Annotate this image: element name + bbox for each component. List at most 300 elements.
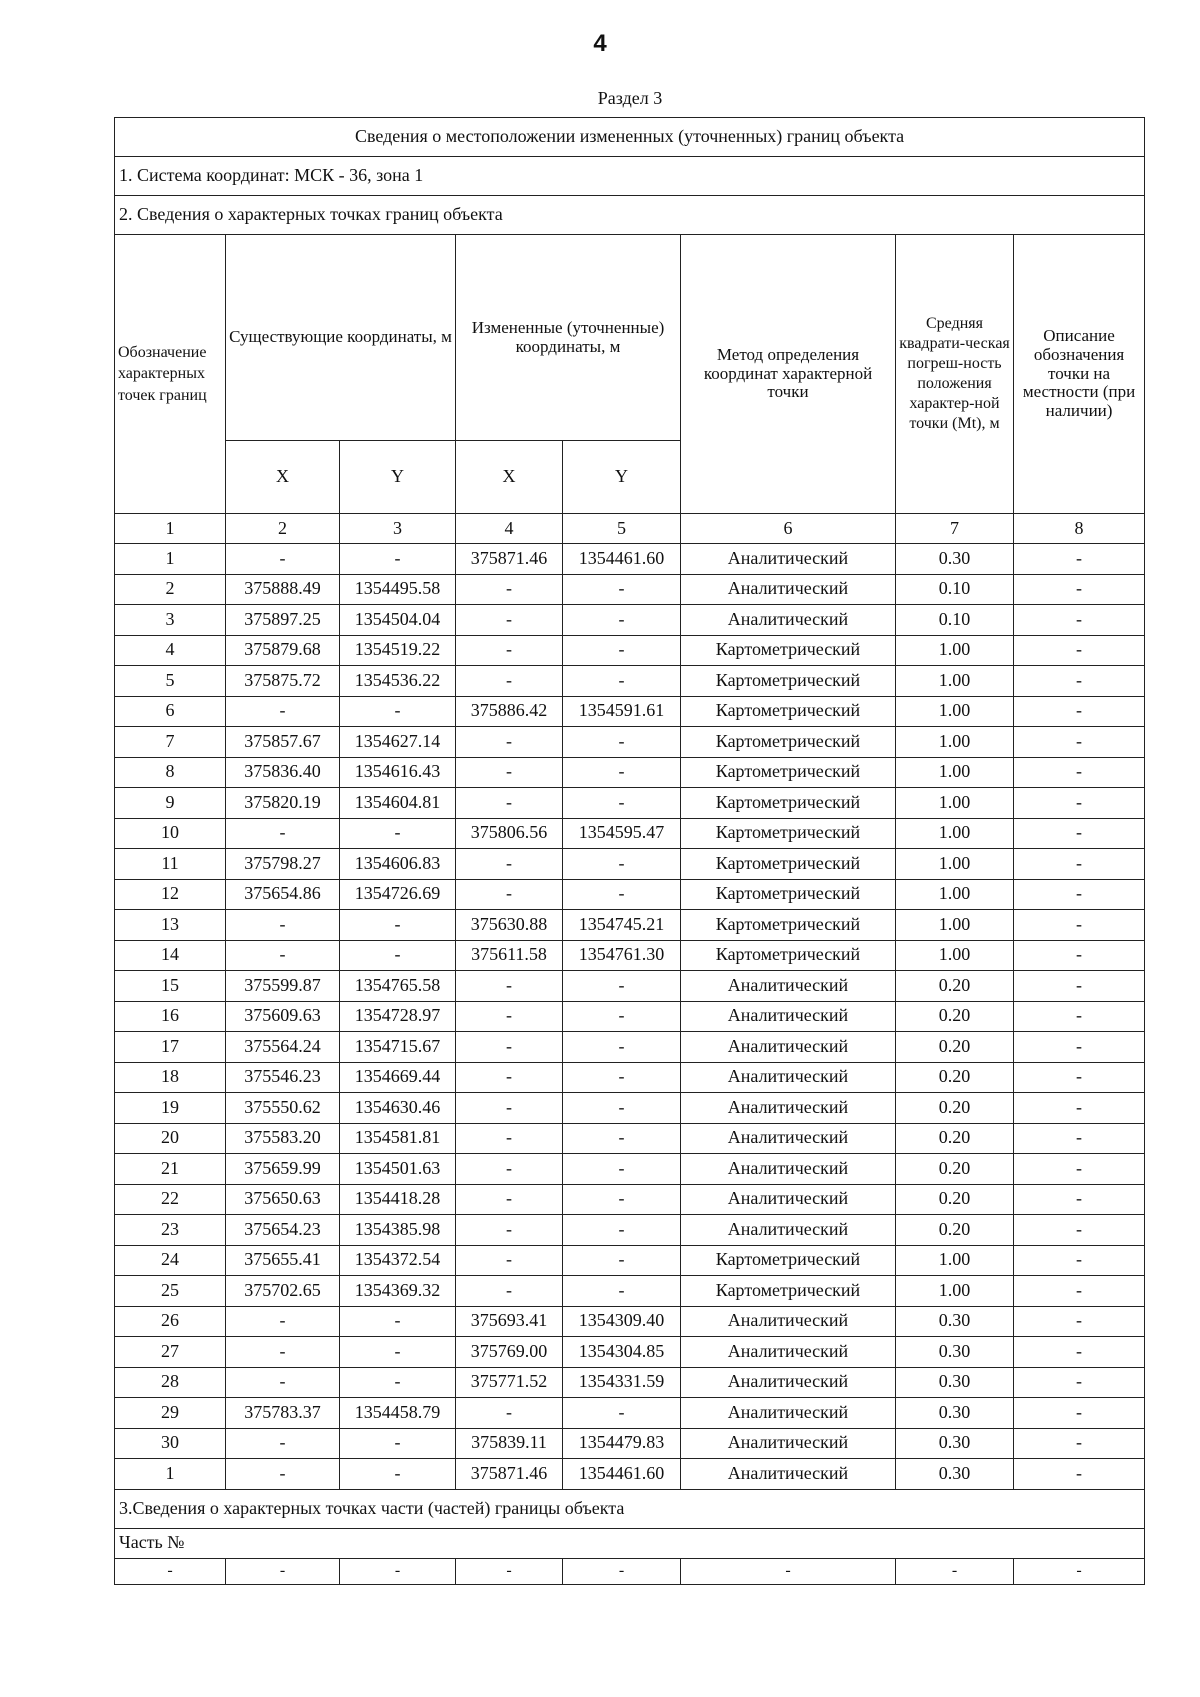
table-cell: 0.10 xyxy=(896,605,1014,636)
table-cell: 0.10 xyxy=(896,574,1014,605)
table-cell: - xyxy=(1014,1558,1145,1584)
table-cell: 1.00 xyxy=(896,910,1014,941)
table-cell: Аналитический xyxy=(681,574,896,605)
table-cell: 1354715.67 xyxy=(340,1032,456,1063)
table-cell: - xyxy=(563,574,681,605)
table-cell: 375654.23 xyxy=(226,1215,340,1246)
table-cell: 1.00 xyxy=(896,727,1014,758)
table-cell: 1354458.79 xyxy=(340,1398,456,1429)
table-cell: - xyxy=(226,818,340,849)
column-numbers-row xyxy=(115,514,1145,544)
table-row xyxy=(115,635,1145,666)
table-cell: - xyxy=(456,788,563,819)
table-cell: - xyxy=(896,1558,1014,1584)
table-cell: - xyxy=(340,1337,456,1368)
table-cell: - xyxy=(1014,1367,1145,1398)
table-cell: 1354606.83 xyxy=(340,849,456,880)
table-cell: 375783.37 xyxy=(226,1398,340,1429)
table-cell: Аналитический xyxy=(681,1367,896,1398)
table-cell: - xyxy=(1014,1459,1145,1490)
table-cell: 28 xyxy=(115,1367,226,1398)
table-cell: - xyxy=(1014,605,1145,636)
table-cell: 1 xyxy=(115,544,226,575)
table-cell: Аналитический xyxy=(681,1032,896,1063)
table-cell: - xyxy=(340,1428,456,1459)
table-cell: - xyxy=(563,1123,681,1154)
table-cell: 1354630.46 xyxy=(340,1093,456,1124)
table-cell: 21 xyxy=(115,1154,226,1185)
column-number-cell: 6 xyxy=(681,514,896,544)
coordinate-system: 1. Система координат: МСК - 36, зона 1 xyxy=(115,157,1145,196)
table-cell: - xyxy=(1014,1032,1145,1063)
table-cell: 375630.88 xyxy=(456,910,563,941)
table-cell: - xyxy=(563,605,681,636)
table-cell: 1354369.32 xyxy=(340,1276,456,1307)
table-cell: 1.00 xyxy=(896,635,1014,666)
table-cell: - xyxy=(1014,1337,1145,1368)
table-cell: - xyxy=(456,1062,563,1093)
table-cell: - xyxy=(456,1001,563,1032)
table-row xyxy=(115,605,1145,636)
table-cell: 4 xyxy=(115,635,226,666)
table-cell: 375871.46 xyxy=(456,544,563,575)
table-cell: 0.20 xyxy=(896,1032,1014,1063)
table-cell: Картометрический xyxy=(681,788,896,819)
table-cell: 375564.24 xyxy=(226,1032,340,1063)
table-row xyxy=(115,849,1145,880)
table-cell: - xyxy=(1014,1276,1145,1307)
table-cell: - xyxy=(340,1306,456,1337)
table-cell: 30 xyxy=(115,1428,226,1459)
column-number-cell: 5 xyxy=(563,514,681,544)
table-cell: 375798.27 xyxy=(226,849,340,880)
table-cell: 0.30 xyxy=(896,1367,1014,1398)
table-cell: Картометрический xyxy=(681,818,896,849)
table-cell: - xyxy=(456,1093,563,1124)
table-cell: 375857.67 xyxy=(226,727,340,758)
table-cell: 1354372.54 xyxy=(340,1245,456,1276)
table-cell: Картометрический xyxy=(681,635,896,666)
table-cell: - xyxy=(340,1558,456,1584)
table-row xyxy=(115,1093,1145,1124)
table-cell: 11 xyxy=(115,849,226,880)
table-cell: 1354728.97 xyxy=(340,1001,456,1032)
table-cell: 0.20 xyxy=(896,1154,1014,1185)
table-cell: 1354745.21 xyxy=(563,910,681,941)
table-cell: 5 xyxy=(115,666,226,697)
table-row xyxy=(115,1337,1145,1368)
table-cell: 375897.25 xyxy=(226,605,340,636)
table-row xyxy=(115,1459,1145,1490)
table-cell: 10 xyxy=(115,818,226,849)
table-cell: Аналитический xyxy=(681,1215,896,1246)
table-cell: - xyxy=(340,696,456,727)
table-cell: 1354385.98 xyxy=(340,1215,456,1246)
table-cell: - xyxy=(1014,757,1145,788)
table-cell: 0.30 xyxy=(896,1306,1014,1337)
table-cell: - xyxy=(1014,1154,1145,1185)
table-cell: - xyxy=(1014,1245,1145,1276)
part-row xyxy=(115,1558,1145,1584)
table-cell: Аналитический xyxy=(681,1337,896,1368)
table-cell: - xyxy=(456,1245,563,1276)
table-cell: 375806.56 xyxy=(456,818,563,849)
table-cell: 375655.41 xyxy=(226,1245,340,1276)
table-cell: Картометрический xyxy=(681,696,896,727)
table-row xyxy=(115,574,1145,605)
table-row xyxy=(115,788,1145,819)
table-cell: - xyxy=(563,1276,681,1307)
table-cell: 0.20 xyxy=(896,971,1014,1002)
table-cell: 1354595.47 xyxy=(563,818,681,849)
table-cell: 375609.63 xyxy=(226,1001,340,1032)
table-cell: Картометрический xyxy=(681,940,896,971)
column-number-cell: 7 xyxy=(896,514,1014,544)
table-cell: - xyxy=(563,727,681,758)
table-cell: - xyxy=(563,1215,681,1246)
table-cell: - xyxy=(456,1032,563,1063)
table-cell: - xyxy=(1014,1398,1145,1429)
table-cell: 1354461.60 xyxy=(563,544,681,575)
table-cell: 0.20 xyxy=(896,1123,1014,1154)
table-cell: - xyxy=(226,696,340,727)
table-cell: - xyxy=(1014,1093,1145,1124)
table-cell: - xyxy=(1014,1062,1145,1093)
table-row xyxy=(115,1276,1145,1307)
table-cell: 14 xyxy=(115,940,226,971)
table-cell: - xyxy=(115,1558,226,1584)
table-cell: 375650.63 xyxy=(226,1184,340,1215)
table-cell: - xyxy=(340,1459,456,1490)
table-cell: 25 xyxy=(115,1276,226,1307)
table-cell: 1354726.69 xyxy=(340,879,456,910)
table-cell: - xyxy=(1014,696,1145,727)
table-cell: - xyxy=(681,1558,896,1584)
table-cell: 3 xyxy=(115,605,226,636)
table-cell: - xyxy=(1014,818,1145,849)
table-cell: - xyxy=(1014,788,1145,819)
table-cell: 1354591.61 xyxy=(563,696,681,727)
table-cell: 29 xyxy=(115,1398,226,1429)
table-cell: - xyxy=(563,1093,681,1124)
table-row xyxy=(115,666,1145,697)
header-mean-square-error: Средняя квадрати-ческая погреш-ность положения характер-ной точки (Mt), м xyxy=(896,235,1014,514)
table-cell: - xyxy=(563,1245,681,1276)
page-number: 4 xyxy=(593,30,607,57)
points-heading: 2. Сведения о характерных точках границ объекта xyxy=(115,196,1145,235)
table-cell: 12 xyxy=(115,879,226,910)
table-cell: 375875.72 xyxy=(226,666,340,697)
table-cell: 1354304.85 xyxy=(563,1337,681,1368)
table-cell: Аналитический xyxy=(681,544,896,575)
table-cell: - xyxy=(456,727,563,758)
table-cell: 0.20 xyxy=(896,1093,1014,1124)
table-cell: - xyxy=(1014,971,1145,1002)
table-cell: - xyxy=(340,1367,456,1398)
table-cell: - xyxy=(456,849,563,880)
header-method: Метод определения координат характерной точки xyxy=(681,235,896,514)
part-number-label: Часть № xyxy=(115,1528,1145,1558)
table-cell: Картометрический xyxy=(681,879,896,910)
table-cell: 375771.52 xyxy=(456,1367,563,1398)
table-cell: 1354504.04 xyxy=(340,605,456,636)
table-cell: Картометрический xyxy=(681,666,896,697)
table-cell: - xyxy=(456,605,563,636)
table-cell: - xyxy=(1014,666,1145,697)
table-cell: 1354519.22 xyxy=(340,635,456,666)
section-label: Раздел 3 xyxy=(597,88,663,108)
table-cell: - xyxy=(456,635,563,666)
table-cell: 1.00 xyxy=(896,1245,1014,1276)
table-cell: Картометрический xyxy=(681,727,896,758)
table-cell: 0.30 xyxy=(896,1459,1014,1490)
table-row xyxy=(115,1215,1145,1246)
table-cell: 23 xyxy=(115,1215,226,1246)
table-cell: 16 xyxy=(115,1001,226,1032)
column-number-cell: 4 xyxy=(456,514,563,544)
table-row xyxy=(115,1306,1145,1337)
table-cell: - xyxy=(226,1337,340,1368)
table-cell: - xyxy=(563,1154,681,1185)
table-row xyxy=(115,1367,1145,1398)
table-cell: - xyxy=(1014,544,1145,575)
table-cell: 0.20 xyxy=(896,1062,1014,1093)
table-cell: 1354461.60 xyxy=(563,1459,681,1490)
table-cell: - xyxy=(226,544,340,575)
table-cell: 24 xyxy=(115,1245,226,1276)
table-row xyxy=(115,1428,1145,1459)
table-cell: 375769.00 xyxy=(456,1337,563,1368)
table-cell: - xyxy=(226,1428,340,1459)
table-cell: 1354765.58 xyxy=(340,971,456,1002)
table-cell: - xyxy=(226,1459,340,1490)
table-cell: Картометрический xyxy=(681,757,896,788)
table-cell: 22 xyxy=(115,1184,226,1215)
table-cell: 1354616.43 xyxy=(340,757,456,788)
header-designation: Обозначение характерных точек границ xyxy=(115,235,226,514)
table-cell: Аналитический xyxy=(681,1306,896,1337)
table-cell: 1354627.14 xyxy=(340,727,456,758)
table-cell: 1.00 xyxy=(896,849,1014,880)
table-row xyxy=(115,1398,1145,1429)
table-cell: 1.00 xyxy=(896,666,1014,697)
table-cell: - xyxy=(563,757,681,788)
table-cell: - xyxy=(456,1184,563,1215)
table-cell: - xyxy=(1014,1215,1145,1246)
table-cell: 1354331.59 xyxy=(563,1367,681,1398)
table-cell: - xyxy=(226,1306,340,1337)
table-row xyxy=(115,1032,1145,1063)
column-number-cell: 2 xyxy=(226,514,340,544)
table-cell: - xyxy=(563,1184,681,1215)
table-cell: Картометрический xyxy=(681,910,896,941)
table-cell: 375611.58 xyxy=(456,940,563,971)
table-cell: - xyxy=(1014,879,1145,910)
table-cell: Картометрический xyxy=(681,1276,896,1307)
table-row xyxy=(115,910,1145,941)
table-cell: 19 xyxy=(115,1093,226,1124)
table-row xyxy=(115,1123,1145,1154)
table-cell: Аналитический xyxy=(681,1398,896,1429)
table-cell: - xyxy=(563,635,681,666)
table-cell: - xyxy=(563,1032,681,1063)
table-cell: - xyxy=(563,1001,681,1032)
table-cell: 20 xyxy=(115,1123,226,1154)
table-cell: Аналитический xyxy=(681,971,896,1002)
table-row xyxy=(115,727,1145,758)
table-cell: 0.30 xyxy=(896,1337,1014,1368)
table-cell: Картометрический xyxy=(681,849,896,880)
table-row xyxy=(115,971,1145,1002)
table-row xyxy=(115,696,1145,727)
table-cell: Аналитический xyxy=(681,1428,896,1459)
header-changed-y: Y xyxy=(563,441,681,514)
table-cell: Картометрический xyxy=(681,1245,896,1276)
table-cell: 375599.87 xyxy=(226,971,340,1002)
table-cell: 375871.46 xyxy=(456,1459,563,1490)
table-cell: 1354309.40 xyxy=(563,1306,681,1337)
table-cell: 375546.23 xyxy=(226,1062,340,1093)
table-cell: 13 xyxy=(115,910,226,941)
table-cell: 375836.40 xyxy=(226,757,340,788)
table-cell: 2 xyxy=(115,574,226,605)
table-cell: 0.20 xyxy=(896,1001,1014,1032)
table-cell: - xyxy=(563,1398,681,1429)
table-cell: - xyxy=(456,666,563,697)
header-changed-x: X xyxy=(456,441,563,514)
table-cell: 1354581.81 xyxy=(340,1123,456,1154)
table-cell: 375654.86 xyxy=(226,879,340,910)
table-cell: - xyxy=(456,1154,563,1185)
table-cell: - xyxy=(1014,940,1145,971)
table-cell: - xyxy=(456,1398,563,1429)
table-cell: 1354536.22 xyxy=(340,666,456,697)
table-cell: - xyxy=(1014,849,1145,880)
table-cell: 375583.20 xyxy=(226,1123,340,1154)
table-cell: 0.30 xyxy=(896,1398,1014,1429)
table-cell: 1354418.28 xyxy=(340,1184,456,1215)
table-cell: - xyxy=(456,971,563,1002)
table-row xyxy=(115,1245,1145,1276)
table-title: Сведения о местоположении измененных (уточненных) границ объекта xyxy=(115,118,1145,157)
table-cell: - xyxy=(1014,1184,1145,1215)
table-cell: - xyxy=(340,910,456,941)
table-cell: - xyxy=(456,1215,563,1246)
table-cell: 375693.41 xyxy=(456,1306,563,1337)
table-cell: Аналитический xyxy=(681,605,896,636)
table-cell: - xyxy=(1014,574,1145,605)
table-cell: - xyxy=(456,574,563,605)
table-cell: Аналитический xyxy=(681,1184,896,1215)
table-cell: 1354495.58 xyxy=(340,574,456,605)
table-cell: 17 xyxy=(115,1032,226,1063)
table-cell: 1.00 xyxy=(896,788,1014,819)
table-cell: 9 xyxy=(115,788,226,819)
table-cell: 1.00 xyxy=(896,1276,1014,1307)
table-cell: 8 xyxy=(115,757,226,788)
table-cell: - xyxy=(340,818,456,849)
table-cell: 1 xyxy=(115,1459,226,1490)
table-row xyxy=(115,544,1145,575)
table-cell: 6 xyxy=(115,696,226,727)
column-number-cell: 3 xyxy=(340,514,456,544)
table-row xyxy=(115,757,1145,788)
table-cell: - xyxy=(563,666,681,697)
table-cell: 27 xyxy=(115,1337,226,1368)
table-cell: 375659.99 xyxy=(226,1154,340,1185)
table-row xyxy=(115,1062,1145,1093)
table-cell: 18 xyxy=(115,1062,226,1093)
header-existing-coordinates: Существующие координаты, м xyxy=(226,235,456,441)
table-cell: - xyxy=(1014,1428,1145,1459)
table-cell: 1.00 xyxy=(896,696,1014,727)
table-cell: - xyxy=(226,1558,340,1584)
table-cell: 1354604.81 xyxy=(340,788,456,819)
table-cell: - xyxy=(563,849,681,880)
table-cell: - xyxy=(456,1276,563,1307)
table-cell: - xyxy=(340,544,456,575)
table-cell: Аналитический xyxy=(681,1123,896,1154)
table-cell: 1.00 xyxy=(896,879,1014,910)
table-cell: - xyxy=(1014,910,1145,941)
table-row xyxy=(115,1184,1145,1215)
parts-heading: 3.Сведения о характерных точках части (частей) границы объекта xyxy=(115,1489,1145,1528)
table-cell: - xyxy=(226,1367,340,1398)
table-row xyxy=(115,1154,1145,1185)
table-cell: 1.00 xyxy=(896,818,1014,849)
table-cell: 15 xyxy=(115,971,226,1002)
table-cell: - xyxy=(1014,1123,1145,1154)
table-cell: 0.20 xyxy=(896,1184,1014,1215)
table-row xyxy=(115,818,1145,849)
table-cell: 1354669.44 xyxy=(340,1062,456,1093)
table-cell: - xyxy=(340,940,456,971)
table-cell: 375702.65 xyxy=(226,1276,340,1307)
table-cell: 0.20 xyxy=(896,1215,1014,1246)
table-row xyxy=(115,1001,1145,1032)
header-changed-coordinates: Измененные (уточненные) координаты, м xyxy=(456,235,681,441)
table-cell: 1354501.63 xyxy=(340,1154,456,1185)
table-cell: 1354761.30 xyxy=(563,940,681,971)
table-cell: 375839.11 xyxy=(456,1428,563,1459)
table-cell: 375886.42 xyxy=(456,696,563,727)
table-cell: 0.30 xyxy=(896,544,1014,575)
table-cell: - xyxy=(226,910,340,941)
column-number-cell: 8 xyxy=(1014,514,1145,544)
table-cell: 26 xyxy=(115,1306,226,1337)
table-cell: - xyxy=(563,879,681,910)
table-cell: 375550.62 xyxy=(226,1093,340,1124)
table-cell: - xyxy=(456,1558,563,1584)
header-point-description: Описание обозначения точки на местности (при наличии) xyxy=(1014,235,1145,514)
table-cell: 375888.49 xyxy=(226,574,340,605)
table-row xyxy=(115,879,1145,910)
table-row xyxy=(115,940,1145,971)
table-cell: - xyxy=(456,757,563,788)
table-cell: - xyxy=(1014,1001,1145,1032)
table-cell: - xyxy=(563,788,681,819)
table-cell: 1.00 xyxy=(896,940,1014,971)
table-cell: - xyxy=(456,1123,563,1154)
table-cell: - xyxy=(226,940,340,971)
table-cell: - xyxy=(1014,1306,1145,1337)
table-cell: 375820.19 xyxy=(226,788,340,819)
table-cell: - xyxy=(563,971,681,1002)
table-cell: - xyxy=(563,1062,681,1093)
table-cell: - xyxy=(1014,635,1145,666)
table-cell: Аналитический xyxy=(681,1001,896,1032)
boundary-points-table xyxy=(114,117,1145,1585)
